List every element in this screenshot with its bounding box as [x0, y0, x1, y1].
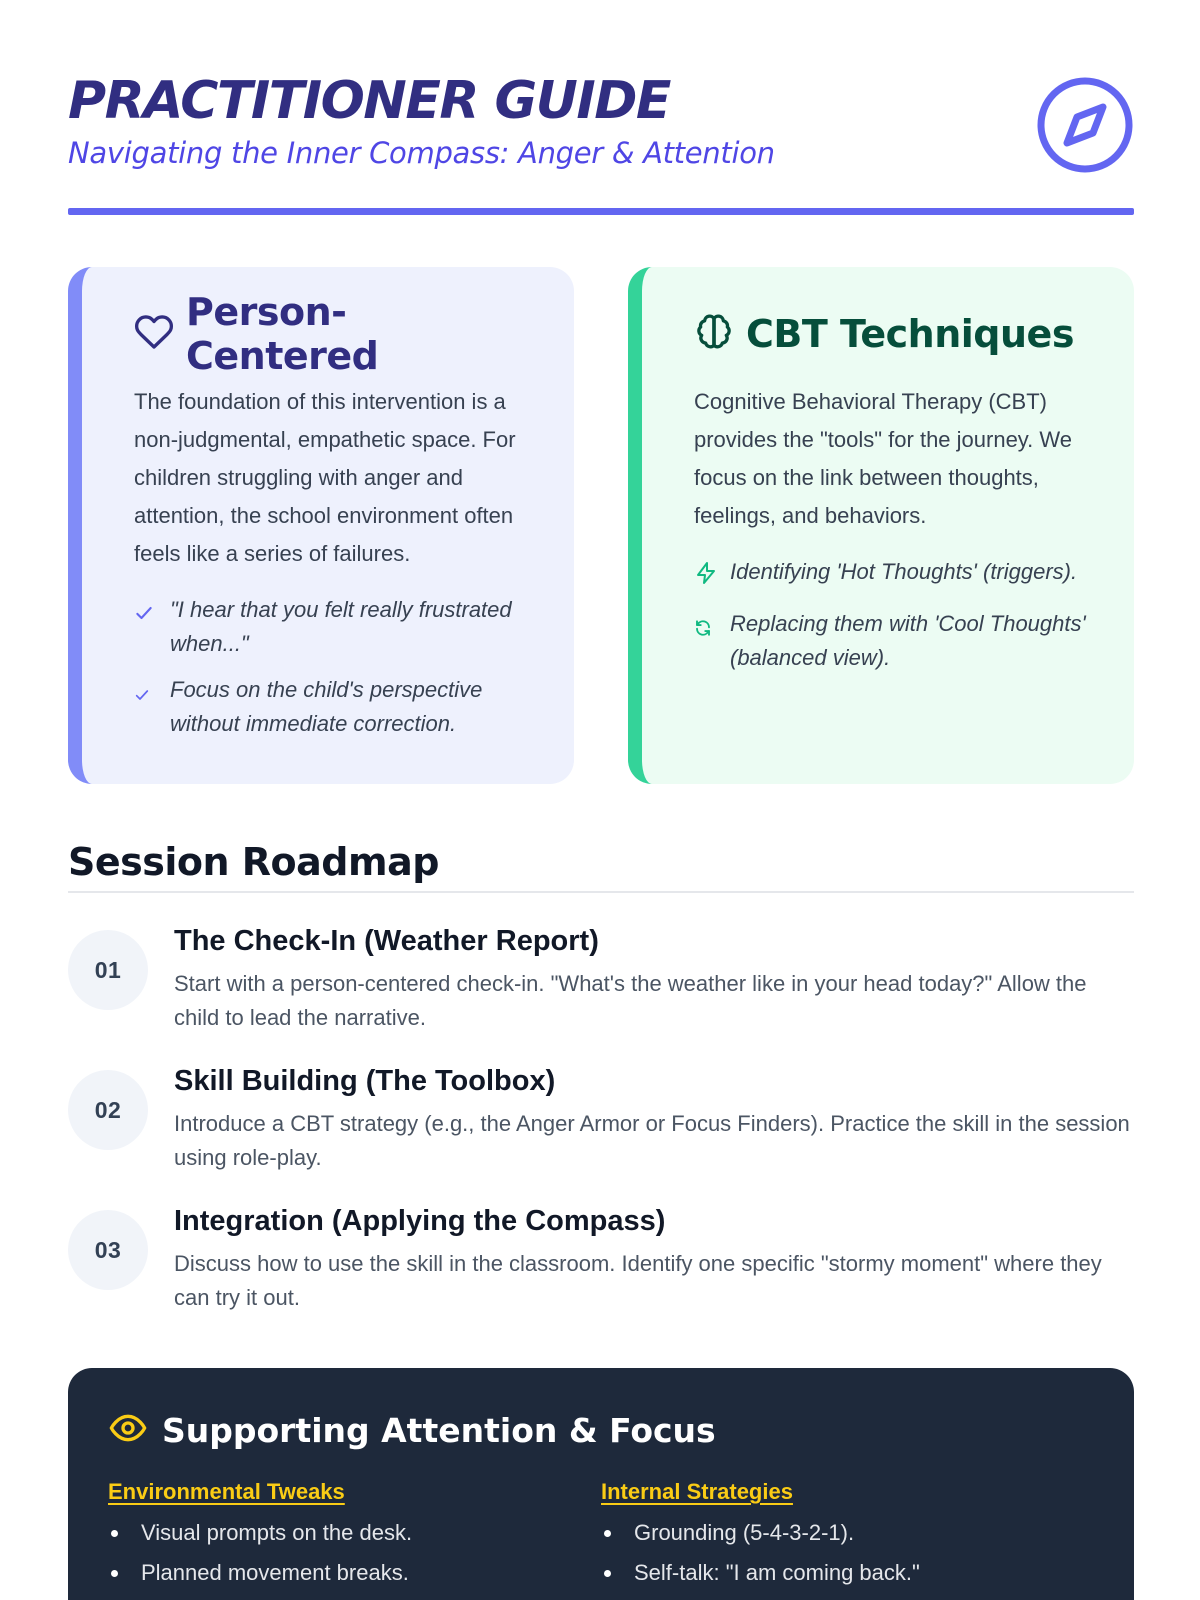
roadmap-title: Session Roadmap: [68, 840, 439, 884]
roadmap-divider: [68, 891, 1134, 893]
person-centered-header: [134, 290, 534, 378]
list-item: [694, 607, 1094, 675]
brain-icon: [694, 312, 734, 357]
heart-icon: [134, 312, 174, 357]
step-number: 03: [68, 1210, 148, 1290]
list-item-text: Identifying 'Hot Thoughts' (triggers).: [730, 559, 1078, 584]
roadmap-step: [68, 1065, 1134, 1175]
cbt-header: [694, 307, 1094, 361]
cbt-card: [628, 267, 1134, 784]
list-item: [694, 555, 1094, 595]
cbt-list: [694, 555, 1094, 675]
person-centered-title: Person-Centered: [186, 290, 379, 378]
eye-icon: [108, 1408, 148, 1453]
compass-icon: [1036, 76, 1134, 174]
column-heading: Internal Strategies: [601, 1479, 793, 1504]
list-item-text: Replacing them with 'Cool Thoughts' (balanced view).: [730, 611, 1086, 670]
list-item: Planned movement breaks.: [108, 1553, 601, 1593]
roadmap-step: [68, 1205, 1134, 1315]
attention-title: Supporting Attention & Focus: [162, 1411, 716, 1450]
page-subtitle: Navigating the Inner Compass: Anger & Attention: [68, 136, 775, 170]
step-number: 02: [68, 1070, 148, 1150]
refresh-icon: [694, 607, 716, 675]
column-heading: Environmental Tweaks: [108, 1479, 345, 1504]
step-title: The Check-In (Weather Report): [174, 925, 599, 957]
step-description: Start with a person-centered check-in. "What's the weather like in your head today?" Allow the child to lead the narrative.: [174, 971, 1087, 1030]
attention-column: [108, 1479, 601, 1593]
attention-panel: [68, 1368, 1134, 1600]
person-centered-card: [68, 267, 574, 784]
page-title: PRACTITIONER GUIDE: [68, 71, 670, 131]
list-item-text: "I hear that you felt really frustrated when...": [170, 597, 512, 656]
list-item: Visual prompts on the desk.: [108, 1513, 601, 1553]
column-list: [108, 1513, 601, 1593]
step-description: Discuss how to use the skill in the classroom. Identify one specific "stormy moment" where they can try it out.: [174, 1251, 1102, 1310]
person-centered-body: The foundation of this intervention is a non-judgmental, empathetic space. For children struggling with anger and attention, the school environment often feels like a series of failures.: [134, 389, 516, 566]
attention-column: [601, 1479, 1094, 1593]
attention-columns: [108, 1479, 1094, 1593]
step-number: 01: [68, 930, 148, 1010]
check-icon: [134, 593, 156, 661]
attention-header: [108, 1408, 1094, 1453]
page-header: [68, 70, 1134, 216]
cbt-body: Cognitive Behavioral Therapy (CBT) provides the "tools" for the journey. We focus on the link between thoughts, feelings, and behaviors.: [694, 389, 1072, 528]
list-item-text: Focus on the child's perspective without immediate correction.: [170, 677, 483, 736]
list-item: Grounding (5-4-3-2-1).: [601, 1513, 1094, 1553]
person-centered-list: [134, 593, 534, 741]
list-item: [134, 673, 534, 741]
column-list: [601, 1513, 1094, 1593]
lightning-icon: [694, 555, 716, 595]
step-title: Skill Building (The Toolbox): [174, 1065, 556, 1097]
check-icon: [134, 673, 156, 741]
cbt-title: CBT Techniques: [746, 312, 1074, 356]
step-description: Introduce a CBT strategy (e.g., the Anger Armor or Focus Finders). Practice the skill in the session using role-play.: [174, 1111, 1130, 1170]
roadmap-step: [68, 925, 1134, 1035]
header-divider: [68, 208, 1134, 215]
list-item: Self-talk: "I am coming back.": [601, 1553, 1094, 1593]
step-title: Integration (Applying the Compass): [174, 1205, 666, 1237]
list-item: [134, 593, 534, 661]
